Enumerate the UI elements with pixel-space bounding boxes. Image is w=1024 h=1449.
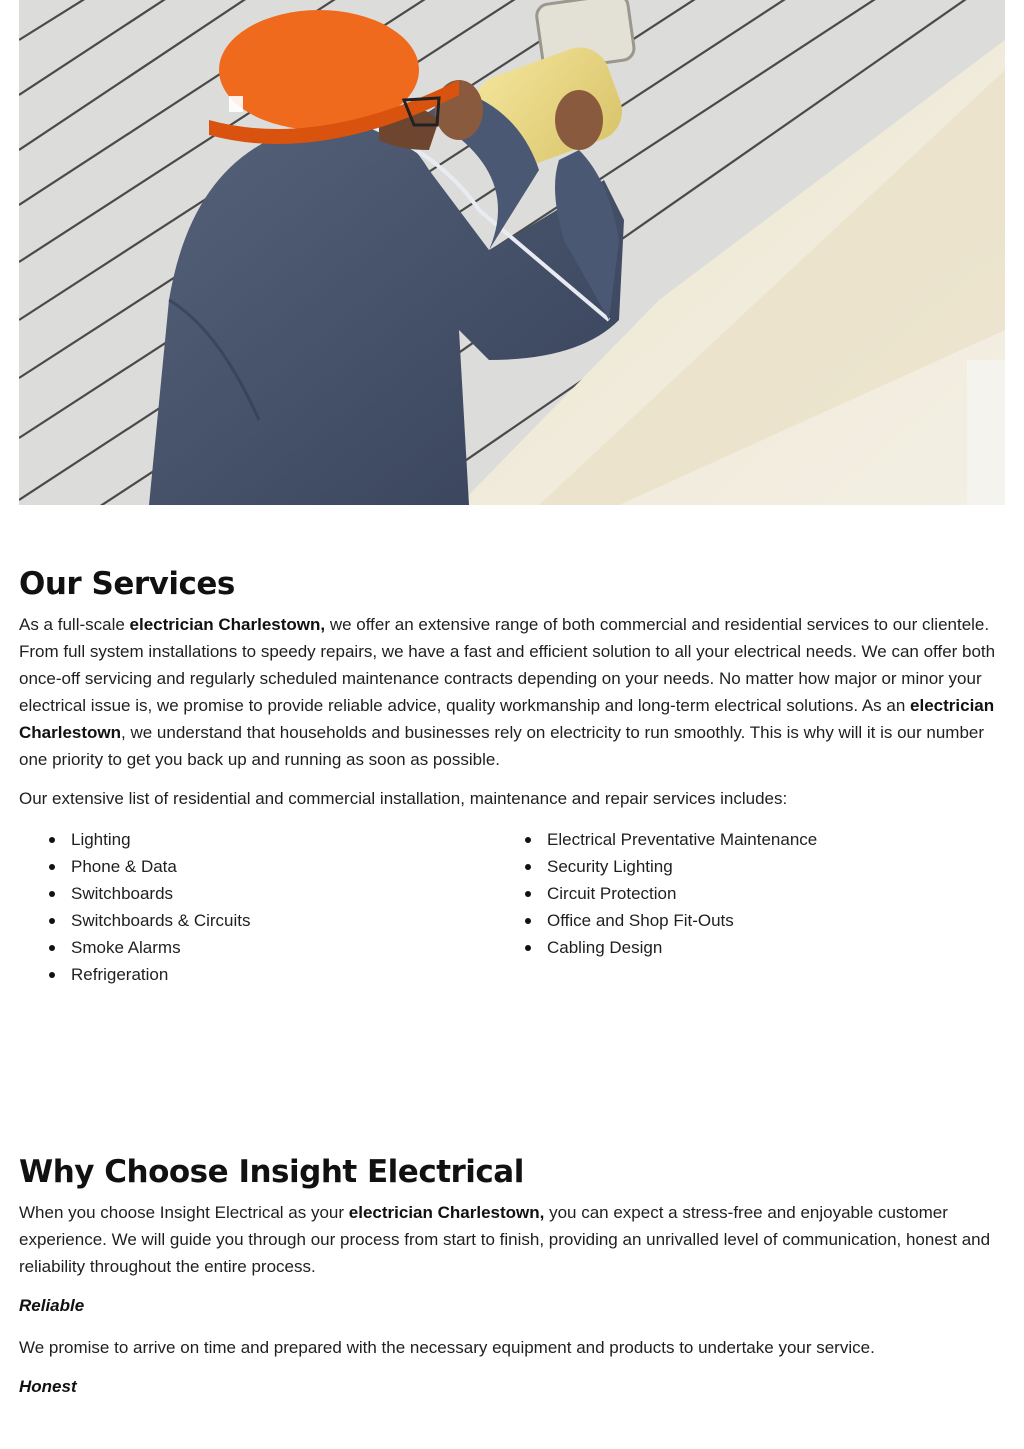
list-item xyxy=(525,934,995,961)
list-item-label: Switchboards xyxy=(71,884,174,903)
list-item-label: Lighting xyxy=(71,830,131,849)
list-item-label: Phone & Data xyxy=(71,857,177,876)
bullet-icon xyxy=(49,837,55,843)
bullet-icon xyxy=(49,945,55,951)
bullet-icon xyxy=(525,891,531,897)
why-intro-text: you can expect a stress-free and enjoyable customer experience. We will guide you through our process from start to finish, providing an unrivalled level of communication, honest and reliability throughout the entire process. xyxy=(19,1203,991,1276)
list-item xyxy=(49,961,495,988)
services-intro-keyword: electrician Charlestown, xyxy=(129,615,326,634)
list-item-label: Switchboards & Circuits xyxy=(71,911,251,930)
bullet-icon xyxy=(525,837,531,843)
list-item-label: Office and Shop Fit-Outs xyxy=(547,911,734,930)
services-intro-text: we offer an extensive range of both commercial and residential services to our clientele. From full system installations to speedy repairs, we have a fast and efficient solution to all your electrical needs. We can offer both once-off servicing and regularly scheduled maintenance contracts depending on your needs. No matter how major or minor your electrical issue is, we promise to provide reliable advice, quality workmanship and long-term electrical solutions. As an xyxy=(19,615,996,715)
why-intro-keyword: electrician Charlestown, xyxy=(348,1203,545,1222)
services-heading: Our Services xyxy=(19,566,235,602)
bullet-icon xyxy=(49,864,55,870)
list-item xyxy=(525,907,995,934)
list-item-label: Circuit Protection xyxy=(547,884,677,903)
list-item xyxy=(49,826,495,853)
why-intro-text: When you choose Insight Electrical as your xyxy=(19,1203,349,1222)
services-list xyxy=(19,826,1005,988)
list-item xyxy=(49,934,495,961)
list-item xyxy=(49,880,495,907)
list-item xyxy=(525,880,995,907)
list-item-label: Refrigeration xyxy=(71,965,169,984)
list-item xyxy=(525,826,995,853)
services-section xyxy=(19,566,1005,988)
list-item-label: Cabling Design xyxy=(547,938,663,957)
list-item-label: Smoke Alarms xyxy=(71,938,181,957)
services-intro-keyword: electrician Charlestown xyxy=(19,696,995,742)
hero-image xyxy=(19,0,1005,505)
services-list-right xyxy=(495,826,995,988)
services-list-lead: Our extensive list of residential and commercial installation, maintenance and repair services includes: xyxy=(19,789,788,808)
honest-title: Honest xyxy=(19,1377,77,1396)
why-choose-section xyxy=(19,1154,1005,1415)
services-intro xyxy=(19,611,1005,773)
bullet-icon xyxy=(49,972,55,978)
why-choose-heading: Why Choose Insight Electrical xyxy=(19,1154,524,1190)
list-item xyxy=(49,853,495,880)
bullet-icon xyxy=(525,864,531,870)
reliable-title: Reliable xyxy=(19,1296,85,1315)
services-intro-text: As a full-scale xyxy=(19,615,130,634)
bullet-icon xyxy=(49,918,55,924)
why-choose-intro xyxy=(19,1199,1005,1280)
list-item-label: Electrical Preventative Maintenance xyxy=(547,830,818,849)
list-item xyxy=(525,853,995,880)
services-intro-text: , we understand that households and businesses rely on electricity to run smoothly. This is why will it is our number one priority to get you back up and running as soon as possible. xyxy=(19,723,985,769)
bullet-icon xyxy=(525,945,531,951)
list-item-label: Security Lighting xyxy=(547,857,673,876)
services-list-left xyxy=(19,826,495,988)
reliable-text: We promise to arrive on time and prepared with the necessary equipment and products to undertake your service. xyxy=(19,1338,875,1357)
list-item xyxy=(49,907,495,934)
bullet-icon xyxy=(49,891,55,897)
bullet-icon xyxy=(525,918,531,924)
